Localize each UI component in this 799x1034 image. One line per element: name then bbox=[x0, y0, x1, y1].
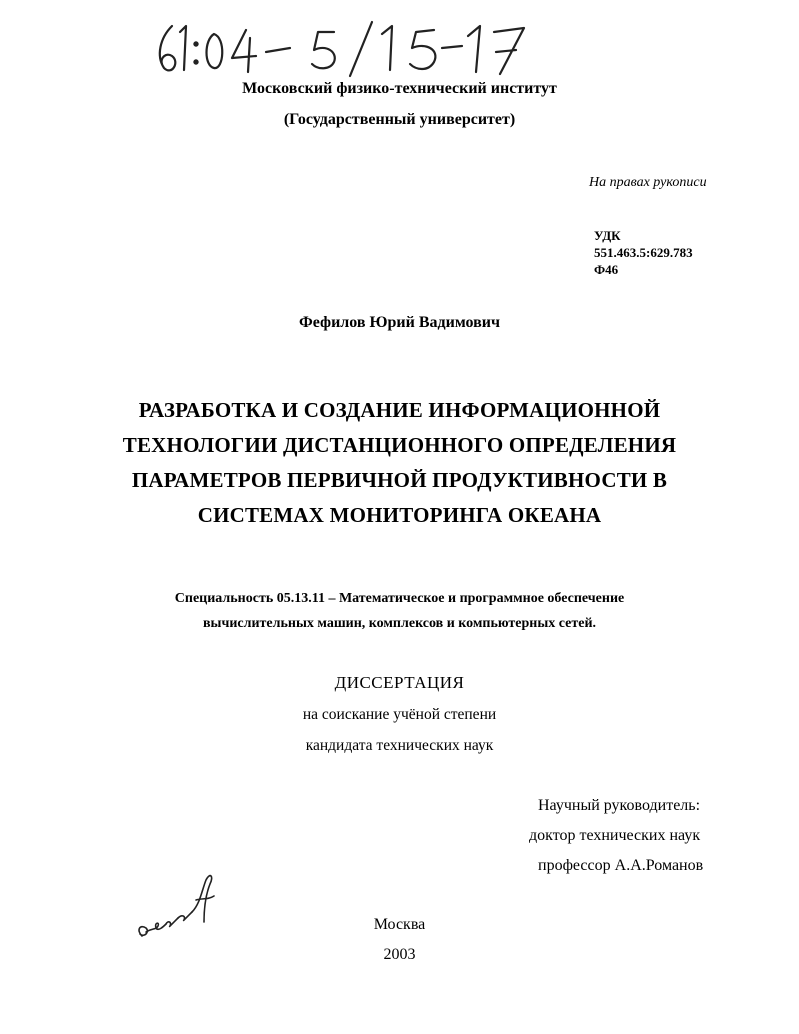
university-subtitle: (Государственный университет) bbox=[283, 111, 516, 128]
udc-code: 551.463.5:629.783 bbox=[594, 245, 693, 260]
supervisor-degree: доктор технических наук bbox=[529, 827, 701, 844]
year: 2003 bbox=[383, 946, 416, 963]
thesis-title bbox=[0, 393, 799, 533]
handwritten-archive-number bbox=[150, 18, 570, 78]
thesis-type: ДИССЕРТАЦИЯ bbox=[334, 673, 465, 692]
author-name: Фефилов Юрий Вадимович bbox=[298, 314, 501, 331]
supervisor-label: Научный руководитель: bbox=[538, 797, 701, 814]
handwritten-signature bbox=[130, 870, 230, 950]
specialty bbox=[0, 586, 799, 636]
supervisor-name: профессор А.А.Романов bbox=[538, 857, 704, 874]
specialty-line: вычислительных машин, комплексов и компьютерных сетей. bbox=[202, 616, 597, 631]
institute-name: Московский физико-технический институт bbox=[242, 80, 557, 97]
manuscript-note: На правах рукописи bbox=[589, 175, 707, 190]
title-line: СИСТЕМАХ МОНИТОРИНГА ОКЕАНА bbox=[197, 503, 602, 527]
city: Москва bbox=[373, 916, 426, 933]
udc-index: Ф46 bbox=[594, 262, 619, 277]
specialty-line: Специальность 05.13.11 – Математическое и программное обеспечение bbox=[174, 591, 625, 606]
degree-line: на соискание учёной степени bbox=[302, 706, 497, 723]
title-line: РАЗРАБОТКА И СОЗДАНИЕ ИНФОРМАЦИОННОЙ bbox=[138, 398, 661, 422]
udc-label: УДК bbox=[594, 228, 621, 243]
title-line: ТЕХНОЛОГИИ ДИСТАНЦИОННОГО ОПРЕДЕЛЕНИЯ bbox=[122, 433, 677, 457]
degree-line: кандидата технических наук bbox=[305, 737, 494, 754]
udc-block bbox=[594, 227, 693, 278]
title-line: ПАРАМЕТРОВ ПЕРВИЧНОЙ ПРОДУКТИВНОСТИ В bbox=[131, 468, 668, 492]
